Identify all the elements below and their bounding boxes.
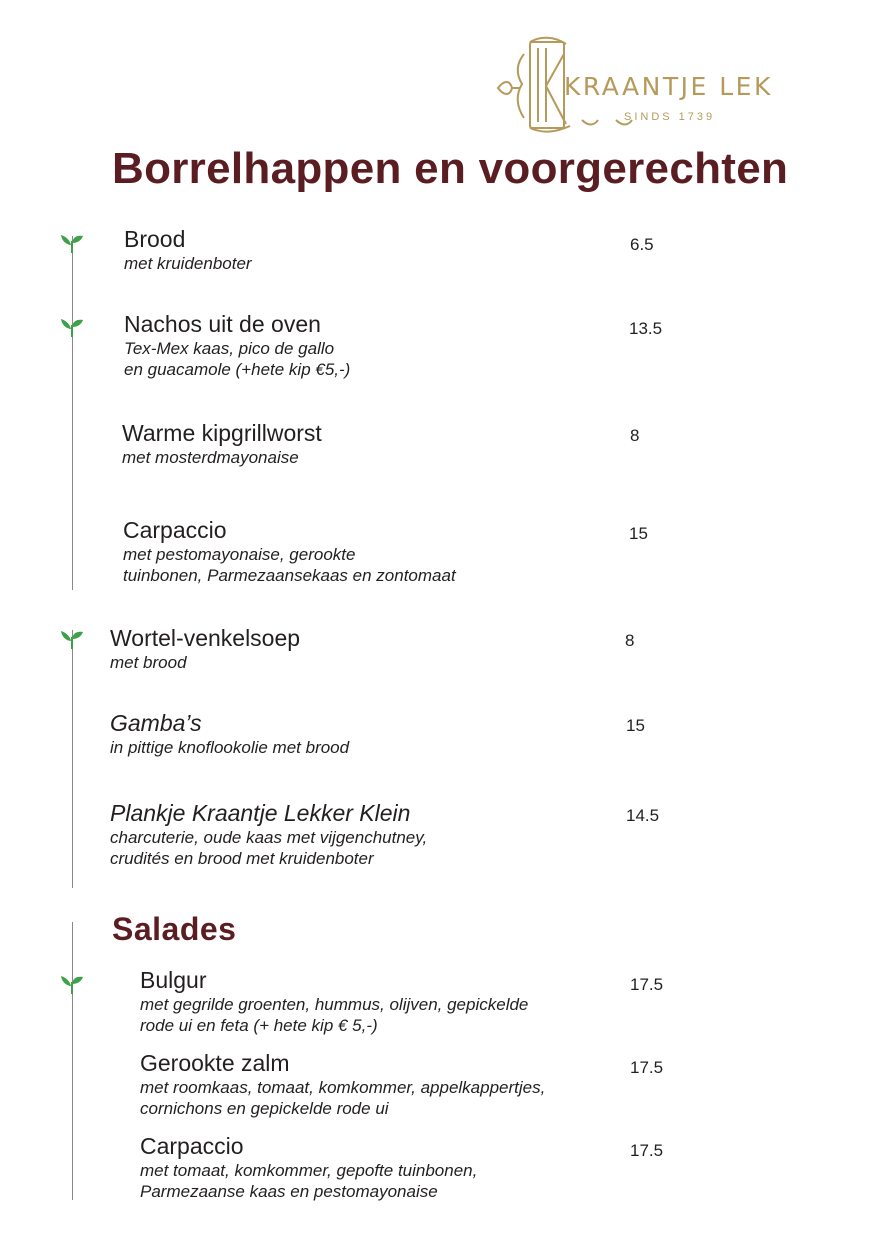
item-name: Plankje Kraantje Lekker Klein [110,800,411,826]
brand-tagline: SINDS 1739 [624,111,716,123]
sprout-icon [59,315,85,337]
item-price: 17.5 [630,1141,664,1160]
menu-item-soep [110,625,300,673]
item-description: met kruidenboter [124,254,252,273]
item-description: met gegrilde groenten, hummus, olijven, gepickelde [140,995,529,1014]
item-description: Tex-Mex kaas, pico de gallo [124,339,335,358]
item-price: 15 [626,716,645,735]
sprout-icon [59,231,85,253]
item-name: Gerookte zalm [140,1050,290,1076]
item-price: 6.5 [630,235,654,254]
item-description: en guacamole (+hete kip €5,-) [124,360,351,379]
item-price: 17.5 [630,975,664,994]
page-title: Borrelhappen en voorgerechten [112,144,789,193]
menu-item-plankje [110,800,427,869]
item-description: crudités en brood met kruidenboter [110,849,374,868]
menu-item-carpaccio-salade [140,1133,477,1202]
item-description: met brood [110,653,187,672]
divider-line [72,922,73,1200]
item-name: Nachos uit de oven [124,311,321,337]
item-name: Carpaccio [140,1133,244,1159]
divider-line [72,630,73,888]
item-price: 14.5 [626,806,660,825]
item-description: met tomaat, komkommer, gepofte tuinbonen, [140,1161,478,1180]
menu-item-zalm [140,1050,545,1119]
item-description: in pittige knoflookolie met brood [110,738,350,757]
item-description: Parmezaanse kaas en pestomayonaise [140,1182,438,1201]
menu-item-bulgur [140,967,528,1036]
item-description: met roomkaas, tomaat, komkommer, appelkappertjes, [140,1078,546,1097]
brand-name: KRAANTJE LEK [564,72,773,101]
sprout-icon [59,627,85,649]
item-name: Carpaccio [123,517,227,543]
menu-item-kipgrillworst [122,420,322,468]
menu-item-carpaccio [123,517,456,586]
menu-item-gambas [110,710,349,758]
sprout-icon [59,972,85,994]
item-price: 8 [625,631,635,650]
menu-item-nachos [124,311,350,380]
menu-item-brood [124,226,252,274]
section-title: Salades [112,911,237,947]
item-price: 8 [630,426,640,445]
item-description: rode ui en feta (+ hete kip € 5,-) [140,1016,378,1035]
item-name: Bulgur [140,967,207,993]
item-name: Brood [124,226,186,252]
item-name: Warme kipgrillworst [122,420,322,446]
item-name: Wortel-venkelsoep [110,625,301,651]
brand-logo [494,34,804,134]
item-description: met mosterdmayonaise [122,448,299,467]
item-description: charcuterie, oude kaas met vijgenchutney, [110,828,428,847]
divider-line [72,236,73,590]
item-description: met pestomayonaise, gerookte [123,545,356,564]
item-description: tuinbonen, Parmezaansekaas en zontomaat [123,566,456,585]
item-description: cornichons en gepickelde rode ui [140,1099,389,1118]
item-price: 13.5 [629,319,663,338]
item-price: 17.5 [630,1058,664,1077]
item-name: Gamba’s [110,710,202,736]
item-price: 15 [629,524,648,543]
